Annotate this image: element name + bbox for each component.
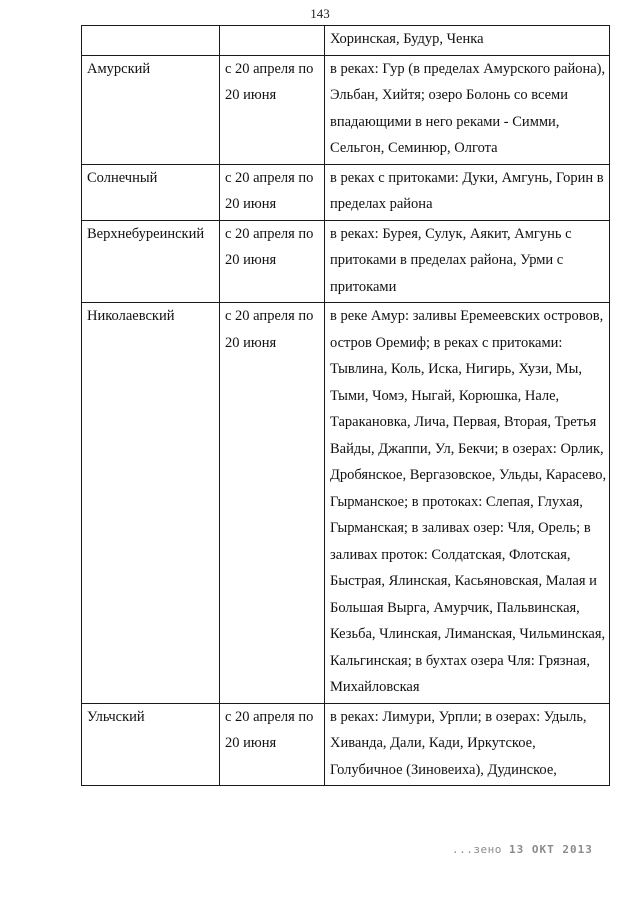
district-cell: Амурский — [82, 55, 220, 164]
district-cell — [82, 26, 220, 56]
period-cell: с 20 апреля по 20 июня — [220, 220, 325, 303]
period-cell: с 20 апреля по 20 июня — [220, 164, 325, 220]
table-row — [82, 703, 610, 786]
district-cell: Солнечный — [82, 164, 220, 220]
table-row — [82, 55, 610, 164]
places-cell: в реках: Лимури, Урпли; в озерах: Удыль, Хиванда, Дали, Кади, Иркутское, Голубичное (Зиновеиха), Дудинское, — [325, 703, 610, 786]
period-cell: с 20 апреля по 20 июня — [220, 55, 325, 164]
stamp-text: ...зено — [452, 843, 502, 856]
period-cell: с 20 апреля по 20 июня — [220, 303, 325, 704]
places-cell: в реке Амур: заливы Еремеевских островов, остров Оремиф; в реках с притоками: Тывлина, Коль, Иска, Нигирь, Хузи, Мы, Тыми, Чомэ, Ныгай, Корюшка, Нале, Таракановка, Лича, Первая, Вторая, Третья Вайды, Джаппи, Ул, Бекчи; в озерах: Орлик, Дробянское, Вергазовское, Ульды, Карасево, Гырманское; в протоках: Слепая, Глухая, Гырманская; в заливах озер: Чля, Орель; в заливах проток: Солдатская, Флотская, Быстрая, Ялинская, Касьяновская, Малая и Большая Вырга, Амурчик, Пальвинская, Кезьба, Члинская, Лиманская, Чильминская, Кальгинская; в бухтах озера Чля: Грязная, Михайловская — [325, 303, 610, 704]
period-cell — [220, 26, 325, 56]
district-cell: Ульчский — [82, 703, 220, 786]
table-row — [82, 303, 610, 704]
stamp-date: 13 ОКТ 2013 — [508, 843, 593, 856]
district-cell: Верхнебуреинский — [82, 220, 220, 303]
district-cell: Николаевский — [82, 303, 220, 704]
places-cell: в реках: Гур (в пределах Амурского района), Эльбан, Хийтя; озеро Болонь со всеми впадающими в него реками - Симми, Сельгон, Семинюр, Олгота — [325, 55, 610, 164]
places-cell: в реках: Бурея, Сулук, Аякит, Амгунь с притоками в пределах района, Урми с притоками — [325, 220, 610, 303]
table-row — [82, 164, 610, 220]
period-cell: с 20 апреля по 20 июня — [220, 703, 325, 786]
received-stamp — [452, 843, 593, 856]
page-number: 143 — [310, 6, 330, 21]
places-cell: в реках с притоками: Дуки, Амгунь, Горин в пределах района — [325, 164, 610, 220]
regulation-table — [81, 25, 610, 786]
table-row — [82, 220, 610, 303]
table-row — [82, 26, 610, 56]
places-cell: Хоринская, Будур, Ченка — [325, 26, 610, 56]
